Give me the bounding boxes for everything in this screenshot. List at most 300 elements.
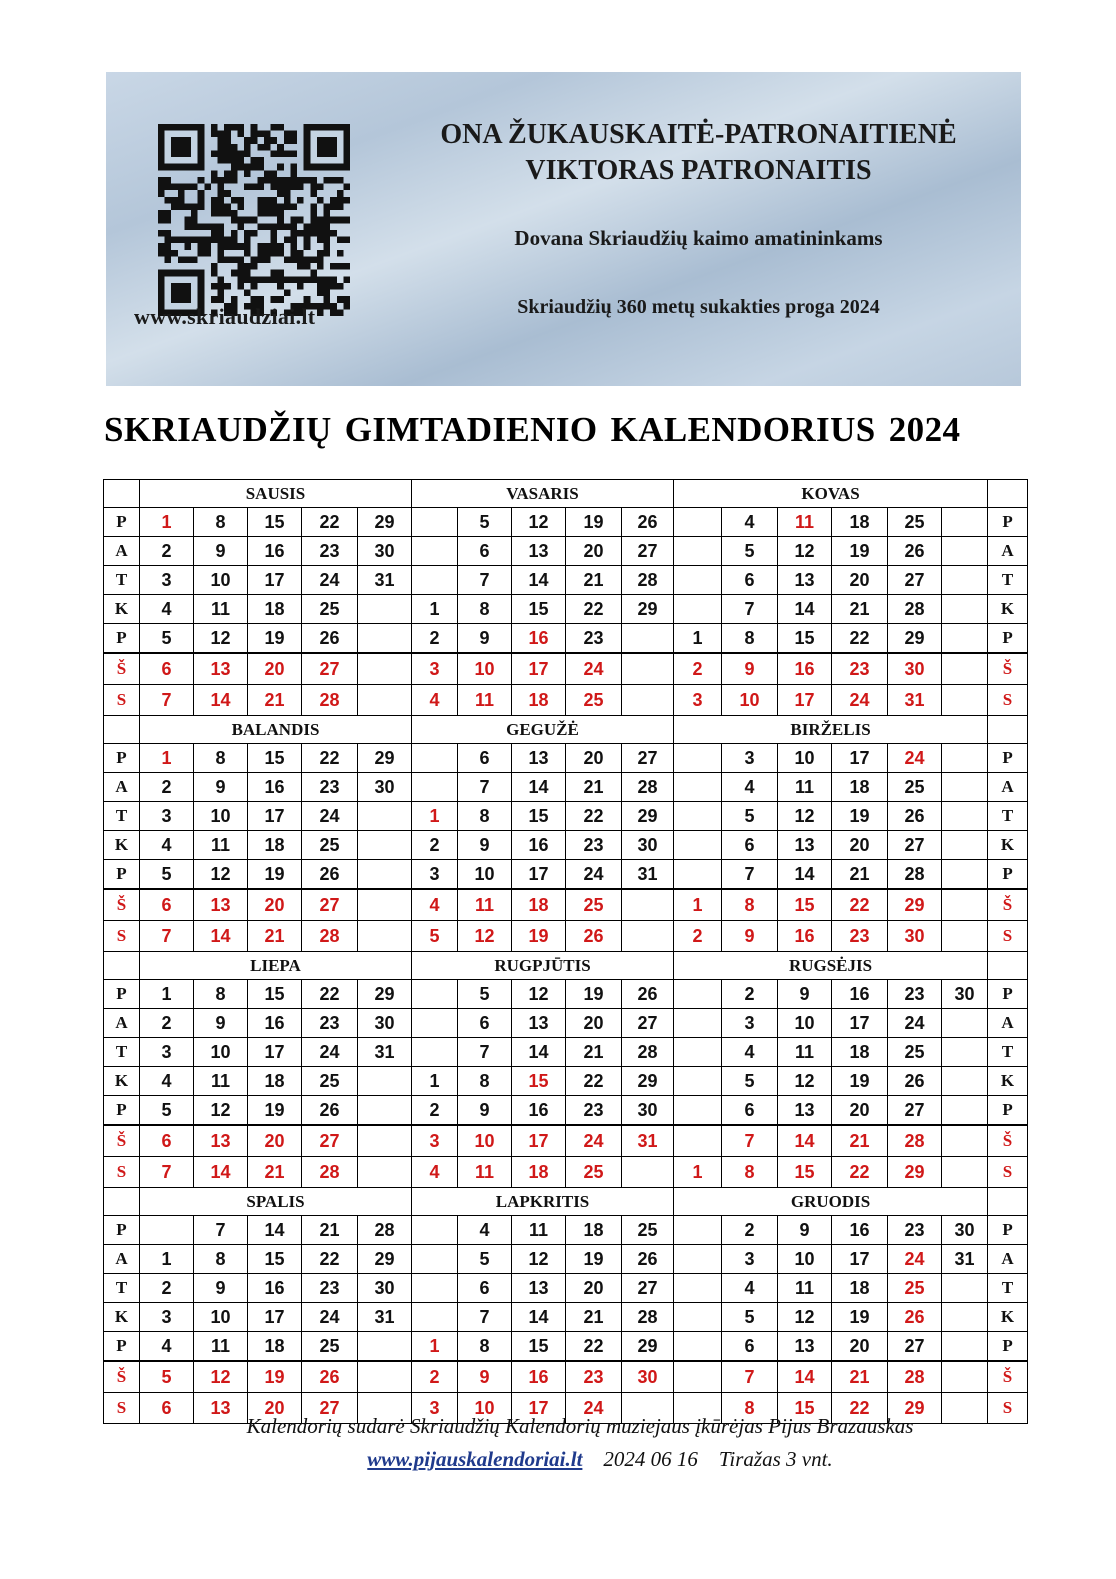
weekday-label: K — [988, 831, 1028, 860]
day-cell: 14 — [248, 1216, 302, 1245]
day-cell: 4 — [140, 1332, 194, 1362]
empty-cell — [942, 1067, 988, 1096]
day-cell: 4 — [140, 831, 194, 860]
day-cell: 30 — [622, 831, 674, 860]
day-cell: 11 — [458, 685, 512, 716]
day-cell: 7 — [458, 773, 512, 802]
weekday-label: P — [104, 624, 140, 654]
day-cell: 13 — [194, 653, 248, 685]
day-cell: 23 — [832, 653, 888, 685]
day-cell: 6 — [140, 1393, 194, 1424]
empty-cell — [412, 566, 458, 595]
day-cell: 18 — [832, 508, 888, 537]
day-cell: 5 — [722, 1067, 778, 1096]
day-cell: 1 — [412, 1332, 458, 1362]
day-cell: 28 — [302, 685, 358, 716]
day-cell: 18 — [566, 1216, 622, 1245]
weekday-label: A — [988, 537, 1028, 566]
weekday-label: P — [104, 980, 140, 1009]
day-cell: 25 — [302, 595, 358, 624]
empty-cell — [412, 980, 458, 1009]
day-cell: 8 — [194, 508, 248, 537]
weekday-label: Š — [104, 1125, 140, 1157]
day-cell: 9 — [194, 537, 248, 566]
day-cell: 2 — [674, 921, 722, 952]
day-cell: 24 — [832, 685, 888, 716]
day-cell: 19 — [248, 860, 302, 890]
day-cell: 21 — [566, 1038, 622, 1067]
empty-cell — [942, 802, 988, 831]
weekday-label: S — [988, 685, 1028, 716]
day-cell: 25 — [622, 1216, 674, 1245]
day-cell: 20 — [566, 744, 622, 773]
weekday-label: T — [104, 1274, 140, 1303]
day-cell: 16 — [512, 831, 566, 860]
day-cell: 8 — [722, 1393, 778, 1424]
day-cell: 12 — [778, 1067, 832, 1096]
page-title: SKRIAUDŽIŲ GIMTADIENIO KALENDORIUS 2024 — [104, 410, 961, 449]
day-cell: 18 — [832, 1038, 888, 1067]
day-cell: 7 — [722, 595, 778, 624]
day-cell: 13 — [778, 1332, 832, 1362]
day-cell: 13 — [512, 1009, 566, 1038]
empty-cell — [942, 566, 988, 595]
day-cell: 11 — [778, 773, 832, 802]
day-cell: 31 — [358, 1038, 412, 1067]
day-cell: 28 — [888, 1125, 942, 1157]
empty-cell — [942, 921, 988, 952]
day-cell: 19 — [566, 508, 622, 537]
empty-cell — [674, 566, 722, 595]
day-cell: 13 — [512, 1274, 566, 1303]
day-cell: 27 — [888, 1332, 942, 1362]
day-cell: 8 — [722, 889, 778, 921]
weekday-label: P — [104, 1332, 140, 1362]
day-cell: 21 — [566, 566, 622, 595]
empty-cell — [674, 744, 722, 773]
day-cell: 29 — [888, 889, 942, 921]
empty-cell — [674, 1274, 722, 1303]
day-cell: 2 — [140, 1009, 194, 1038]
weekday-label: A — [988, 773, 1028, 802]
day-cell: 6 — [722, 566, 778, 595]
day-cell: 19 — [248, 1361, 302, 1393]
day-cell: 4 — [412, 889, 458, 921]
day-cell: 24 — [566, 860, 622, 890]
day-cell: 3 — [140, 566, 194, 595]
day-cell: 7 — [458, 1038, 512, 1067]
empty-cell — [942, 1096, 988, 1126]
day-cell: 31 — [358, 566, 412, 595]
day-cell: 21 — [566, 1303, 622, 1332]
day-cell: 12 — [194, 624, 248, 654]
day-cell: 19 — [512, 921, 566, 952]
day-cell: 2 — [412, 1361, 458, 1393]
day-cell: 4 — [722, 1038, 778, 1067]
day-cell: 12 — [778, 802, 832, 831]
day-cell: 13 — [194, 889, 248, 921]
empty-cell — [674, 1245, 722, 1274]
day-cell: 10 — [458, 1125, 512, 1157]
day-cell: 22 — [832, 1393, 888, 1424]
day-cell: 17 — [778, 685, 832, 716]
day-cell: 23 — [888, 1216, 942, 1245]
day-cell: 4 — [722, 508, 778, 537]
empty-cell — [358, 1125, 412, 1157]
day-cell: 8 — [458, 1332, 512, 1362]
day-cell: 12 — [458, 921, 512, 952]
day-cell: 30 — [358, 773, 412, 802]
day-cell: 21 — [832, 860, 888, 890]
corner-cell — [104, 1188, 140, 1216]
day-cell: 14 — [778, 595, 832, 624]
empty-cell — [622, 653, 674, 685]
day-cell: 3 — [412, 1125, 458, 1157]
day-cell: 14 — [512, 773, 566, 802]
day-cell: 19 — [832, 802, 888, 831]
day-cell: 28 — [622, 566, 674, 595]
day-cell: 26 — [566, 921, 622, 952]
gift-line: Dovana Skriaudžių kaimo amatininkams — [514, 226, 883, 250]
day-cell: 10 — [722, 685, 778, 716]
day-cell: 19 — [248, 624, 302, 654]
day-cell: 20 — [248, 1125, 302, 1157]
day-cell: 28 — [622, 1038, 674, 1067]
day-cell: 17 — [832, 1009, 888, 1038]
weekday-label: P — [988, 980, 1028, 1009]
footer-date: 2024 06 16 — [603, 1447, 698, 1471]
empty-cell — [674, 773, 722, 802]
weekday-label: Š — [104, 889, 140, 921]
day-cell: 29 — [358, 980, 412, 1009]
day-cell: 19 — [832, 1067, 888, 1096]
day-cell: 18 — [512, 685, 566, 716]
empty-cell — [942, 508, 988, 537]
day-cell: 25 — [888, 1038, 942, 1067]
day-cell: 31 — [942, 1245, 988, 1274]
day-cell: 2 — [140, 1274, 194, 1303]
day-cell: 29 — [888, 1393, 942, 1424]
empty-cell — [942, 1125, 988, 1157]
day-cell: 26 — [302, 860, 358, 890]
month-header: GEGUŽĖ — [412, 716, 674, 744]
empty-cell — [358, 921, 412, 952]
empty-cell — [942, 1038, 988, 1067]
weekday-label: A — [104, 537, 140, 566]
day-cell: 29 — [622, 595, 674, 624]
day-cell: 24 — [566, 653, 622, 685]
day-cell: 17 — [512, 860, 566, 890]
day-cell: 18 — [512, 1157, 566, 1188]
day-cell: 15 — [512, 1067, 566, 1096]
day-cell: 13 — [778, 831, 832, 860]
day-cell: 26 — [888, 537, 942, 566]
day-cell: 8 — [458, 1067, 512, 1096]
weekday-label: T — [988, 1038, 1028, 1067]
day-cell: 12 — [512, 980, 566, 1009]
day-cell: 20 — [248, 1393, 302, 1424]
empty-cell — [412, 537, 458, 566]
day-cell: 21 — [248, 1157, 302, 1188]
day-cell: 18 — [512, 889, 566, 921]
empty-cell — [358, 624, 412, 654]
day-cell: 28 — [302, 1157, 358, 1188]
empty-cell — [358, 1157, 412, 1188]
day-cell: 2 — [140, 537, 194, 566]
weekday-label: P — [104, 860, 140, 890]
weekday-label: P — [988, 1332, 1028, 1362]
empty-cell — [412, 773, 458, 802]
day-cell: 25 — [302, 1067, 358, 1096]
day-cell: 6 — [140, 653, 194, 685]
day-cell: 28 — [888, 1361, 942, 1393]
day-cell: 8 — [458, 802, 512, 831]
day-cell: 11 — [458, 889, 512, 921]
day-cell: 4 — [412, 1157, 458, 1188]
day-cell: 18 — [248, 831, 302, 860]
day-cell: 6 — [722, 1332, 778, 1362]
empty-cell — [942, 1332, 988, 1362]
day-cell: 5 — [412, 921, 458, 952]
empty-cell — [622, 1157, 674, 1188]
day-cell: 25 — [888, 508, 942, 537]
day-cell: 18 — [248, 595, 302, 624]
weekday-label: P — [988, 508, 1028, 537]
qr-code-icon — [158, 124, 350, 316]
day-cell: 14 — [512, 1303, 566, 1332]
day-cell: 10 — [194, 566, 248, 595]
day-cell: 14 — [778, 1125, 832, 1157]
empty-cell — [622, 624, 674, 654]
day-cell: 20 — [566, 537, 622, 566]
day-cell: 10 — [778, 744, 832, 773]
empty-cell — [674, 1009, 722, 1038]
day-cell: 10 — [194, 1303, 248, 1332]
day-cell: 21 — [832, 1361, 888, 1393]
day-cell: 14 — [512, 1038, 566, 1067]
day-cell: 25 — [566, 685, 622, 716]
weekday-label: P — [988, 744, 1028, 773]
weekday-label: T — [104, 566, 140, 595]
day-cell: 24 — [888, 1245, 942, 1274]
day-cell: 28 — [888, 595, 942, 624]
day-cell: 16 — [778, 653, 832, 685]
day-cell: 23 — [302, 1009, 358, 1038]
day-cell: 24 — [566, 1125, 622, 1157]
day-cell: 29 — [622, 1067, 674, 1096]
day-cell: 15 — [778, 1393, 832, 1424]
weekday-label: S — [104, 921, 140, 952]
weekday-label: P — [104, 744, 140, 773]
empty-cell — [674, 1096, 722, 1126]
empty-cell — [358, 1361, 412, 1393]
day-cell: 30 — [358, 1274, 412, 1303]
day-cell: 9 — [722, 653, 778, 685]
day-cell: 18 — [832, 1274, 888, 1303]
weekday-label: P — [988, 860, 1028, 890]
day-cell: 3 — [140, 1038, 194, 1067]
day-cell: 5 — [458, 980, 512, 1009]
day-cell: 25 — [566, 889, 622, 921]
weekday-label: A — [988, 1245, 1028, 1274]
weekday-label: Š — [104, 1361, 140, 1393]
day-cell: 26 — [888, 802, 942, 831]
weekday-label: T — [988, 1274, 1028, 1303]
day-cell: 9 — [458, 831, 512, 860]
day-cell: 24 — [566, 1393, 622, 1424]
footer-info — [0, 1447, 1116, 1472]
day-cell: 23 — [566, 624, 622, 654]
month-header: SPALIS — [140, 1188, 412, 1216]
calendar-table — [103, 479, 1028, 1424]
day-cell: 31 — [622, 860, 674, 890]
day-cell: 26 — [888, 1303, 942, 1332]
month-header: GRUODIS — [674, 1188, 988, 1216]
day-cell: 17 — [512, 653, 566, 685]
day-cell: 18 — [832, 773, 888, 802]
day-cell: 27 — [622, 1274, 674, 1303]
day-cell: 1 — [674, 1157, 722, 1188]
weekday-label: P — [104, 1096, 140, 1126]
day-cell: 15 — [512, 802, 566, 831]
day-cell: 17 — [832, 744, 888, 773]
day-cell: 1 — [412, 1067, 458, 1096]
day-cell: 23 — [566, 831, 622, 860]
day-cell: 21 — [248, 685, 302, 716]
weekday-label: T — [988, 802, 1028, 831]
day-cell: 16 — [248, 773, 302, 802]
day-cell: 5 — [458, 1245, 512, 1274]
day-cell: 2 — [722, 1216, 778, 1245]
day-cell: 19 — [832, 537, 888, 566]
weekday-label: K — [104, 1303, 140, 1332]
day-cell: 5 — [140, 624, 194, 654]
empty-cell — [942, 624, 988, 654]
empty-cell — [674, 860, 722, 890]
day-cell: 7 — [722, 860, 778, 890]
day-cell: 27 — [302, 1125, 358, 1157]
day-cell: 27 — [888, 831, 942, 860]
empty-cell — [358, 889, 412, 921]
day-cell: 5 — [722, 802, 778, 831]
day-cell: 13 — [512, 744, 566, 773]
footer-edition: Tiražas 3 vnt. — [718, 1447, 833, 1471]
day-cell: 1 — [140, 508, 194, 537]
month-header: BALANDIS — [140, 716, 412, 744]
empty-cell — [412, 744, 458, 773]
day-cell: 16 — [248, 537, 302, 566]
day-cell: 13 — [194, 1393, 248, 1424]
day-cell: 16 — [512, 624, 566, 654]
day-cell: 26 — [302, 1361, 358, 1393]
empty-cell — [358, 831, 412, 860]
donor-name-2: VIKTORAS PATRONAITIS — [525, 155, 872, 186]
corner-cell — [988, 716, 1028, 744]
corner-cell — [104, 480, 140, 508]
day-cell: 16 — [832, 1216, 888, 1245]
footer-credit: Kalendorių sudarė Skriaudžių Kalendorių muziejaus įkūrėjas Pijus Brazauskas — [246, 1414, 914, 1438]
month-header: BIRŽELIS — [674, 716, 988, 744]
day-cell: 6 — [722, 831, 778, 860]
day-cell: 30 — [942, 1216, 988, 1245]
day-cell: 15 — [778, 1157, 832, 1188]
day-cell: 8 — [458, 595, 512, 624]
day-cell: 22 — [566, 802, 622, 831]
empty-cell — [674, 508, 722, 537]
empty-cell — [942, 685, 988, 716]
day-cell: 4 — [140, 595, 194, 624]
day-cell: 5 — [722, 1303, 778, 1332]
day-cell: 7 — [722, 1361, 778, 1393]
day-cell: 16 — [248, 1274, 302, 1303]
day-cell: 3 — [722, 1009, 778, 1038]
day-cell: 12 — [778, 537, 832, 566]
weekday-label: S — [988, 1393, 1028, 1424]
day-cell: 1 — [674, 889, 722, 921]
day-cell: 19 — [832, 1303, 888, 1332]
corner-cell — [988, 1188, 1028, 1216]
weekday-label: P — [988, 1096, 1028, 1126]
day-cell: 10 — [458, 653, 512, 685]
weekday-label: Š — [104, 653, 140, 685]
day-cell: 3 — [140, 802, 194, 831]
day-cell: 15 — [248, 508, 302, 537]
day-cell: 1 — [140, 980, 194, 1009]
day-cell: 3 — [412, 860, 458, 890]
empty-cell — [942, 889, 988, 921]
day-cell: 27 — [302, 653, 358, 685]
day-cell: 4 — [140, 1067, 194, 1096]
day-cell: 26 — [622, 1245, 674, 1274]
day-cell: 28 — [622, 1303, 674, 1332]
empty-cell — [942, 537, 988, 566]
day-cell: 10 — [458, 860, 512, 890]
day-cell: 22 — [302, 1245, 358, 1274]
day-cell: 30 — [888, 653, 942, 685]
day-cell: 13 — [778, 566, 832, 595]
empty-cell — [412, 1303, 458, 1332]
calendar-site-link[interactable]: www.pijauskalendoriai.lt — [367, 1447, 583, 1471]
day-cell: 7 — [722, 1125, 778, 1157]
day-cell: 2 — [412, 831, 458, 860]
day-cell: 2 — [412, 624, 458, 654]
day-cell: 20 — [832, 566, 888, 595]
day-cell: 5 — [140, 1096, 194, 1126]
day-cell: 15 — [778, 624, 832, 654]
weekday-label: Š — [988, 653, 1028, 685]
day-cell: 6 — [722, 1096, 778, 1126]
day-cell: 17 — [512, 1393, 566, 1424]
day-cell: 27 — [888, 566, 942, 595]
weekday-label: K — [104, 831, 140, 860]
day-cell: 14 — [512, 566, 566, 595]
day-cell: 3 — [140, 1303, 194, 1332]
day-cell: 16 — [512, 1096, 566, 1126]
day-cell: 27 — [622, 744, 674, 773]
day-cell: 29 — [358, 744, 412, 773]
day-cell: 7 — [140, 685, 194, 716]
empty-cell — [674, 537, 722, 566]
day-cell: 30 — [358, 1009, 412, 1038]
day-cell: 25 — [888, 773, 942, 802]
day-cell: 21 — [832, 595, 888, 624]
day-cell: 22 — [302, 508, 358, 537]
day-cell: 29 — [358, 1245, 412, 1274]
day-cell: 11 — [778, 508, 832, 537]
day-cell: 29 — [888, 624, 942, 654]
day-cell: 16 — [248, 1009, 302, 1038]
day-cell: 4 — [722, 773, 778, 802]
